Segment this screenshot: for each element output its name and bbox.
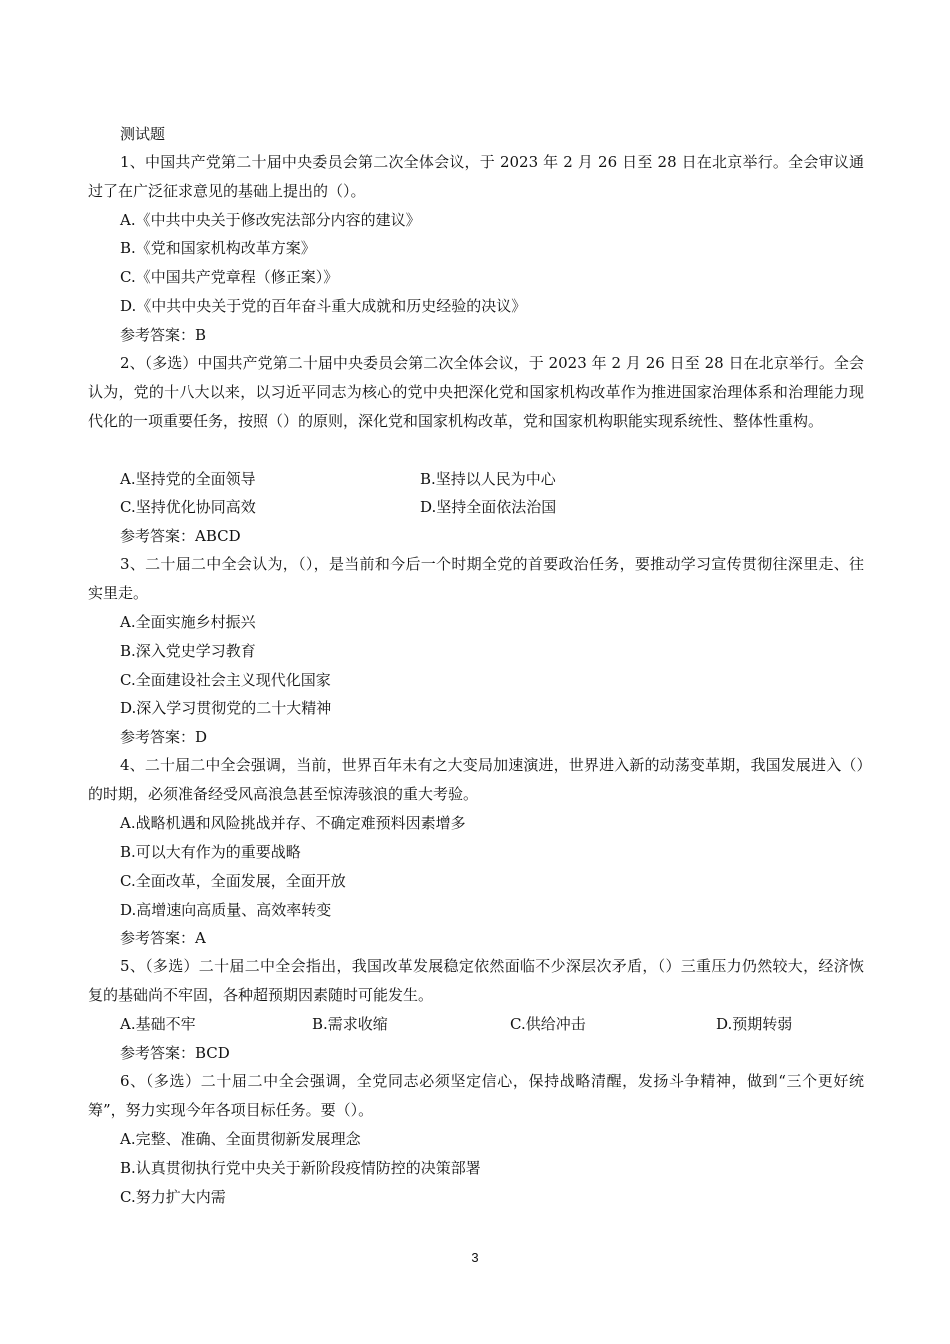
question-4-option-d: D.高增速向高质量、高效率转变	[120, 901, 332, 919]
question-2-stem: 2、（多选）中国共产党第二十届中央委员会第二次全体会议，于 2023 年 2 月 26 日至 28 日在北京举行。全会认为，党的十八大以来，以习近平同志为核心的党中央把深化党和国家机构改革作为推进国家治理体系和治理能力现代化的一项重要任务，按照（）的原则，深化党和国家机构改革，党和国家机构职能实现系统性、整体性重构。	[88, 354, 864, 430]
question-6-option-b: B.认真贯彻执行党中央关于新阶段疫情防控的决策部署	[120, 1159, 481, 1177]
question-5-stem: 5、（多选）二十届二中全会指出，我国改革发展稳定依然面临不少深层次矛盾，（）三重压力仍然较大，经济恢复的基础尚不牢固，各种超预期因素随时可能发生。	[88, 957, 864, 1004]
question-2-option-a: A.坚持党的全面领导	[120, 470, 256, 488]
page-number: 3	[471, 1250, 479, 1265]
question-4-stem: 4、二十届二中全会强调，当前，世界百年未有之大变局加速演进，世界进入新的动荡变革期，我国发展进入（）的时期，必须准备经受风高浪急甚至惊涛骇浪的重大考验。	[88, 756, 864, 803]
question-1-stem: 1、中国共产党第二十届中央委员会第二次全体会议，于 2023 年 2 月 26 日至 28 日在北京举行。全会审议通过了在广泛征求意见的基础上提出的（）。	[88, 153, 864, 200]
question-6-option-a: A.完整、准确、全面贯彻新发展理念	[120, 1130, 361, 1148]
question-3-answer: 参考答案：D	[120, 728, 208, 746]
question-5-answer: 参考答案：BCD	[120, 1044, 230, 1062]
question-1-option-b: B.《党和国家机构改革方案》	[120, 239, 316, 257]
question-5-option-c: C.供给冲击	[510, 1015, 586, 1033]
question-5-option-b: B.需求收缩	[312, 1015, 388, 1033]
document-title: 测试题	[120, 125, 166, 143]
question-6-option-c: C.努力扩大内需	[120, 1188, 226, 1206]
question-3-option-c: C.全面建设社会主义现代化国家	[120, 671, 331, 689]
question-3-option-d: D.深入学习贯彻党的二十大精神	[120, 699, 332, 717]
question-3-option-a: A.全面实施乡村振兴	[120, 613, 256, 631]
question-1-option-d: D.《中共中央关于党的百年奋斗重大成就和历史经验的决议》	[120, 297, 527, 315]
question-2-option-b: B.坚持以人民为中心	[420, 470, 556, 488]
question-4-option-a: A.战略机遇和风险挑战并存、不确定难预料因素增多	[120, 814, 466, 832]
question-2-answer: 参考答案：ABCD	[120, 527, 241, 545]
question-1-option-c: C.《中国共产党章程（修正案）》	[120, 268, 339, 286]
question-4-option-c: C.全面改革，全面发展，全面开放	[120, 872, 346, 890]
question-5-option-d: D.预期转弱	[716, 1015, 793, 1033]
question-2-option-c: C.坚持优化协同高效	[120, 498, 256, 516]
question-3-stem: 3、二十届二中全会认为，（），是当前和今后一个时期全党的首要政治任务，要推动学习宣传贯彻往深里走、往实里走。	[88, 555, 864, 602]
question-2-option-d: D.坚持全面依法治国	[420, 498, 557, 516]
question-1-option-a: A.《中共中央关于修改宪法部分内容的建议》	[120, 211, 421, 229]
question-4-answer: 参考答案：A	[120, 929, 206, 947]
question-5-option-a: A.基础不牢	[120, 1015, 196, 1033]
question-4-option-b: B.可以大有作为的重要战略	[120, 843, 301, 861]
question-6-stem: 6、（多选）二十届二中全会强调，全党同志必须坚定信心，保持战略清醒，发扬斗争精神，做到“三个更好统筹”，努力实现今年各项目标任务。要（）。	[88, 1072, 864, 1119]
question-1-answer: 参考答案：B	[120, 326, 207, 344]
question-3-option-b: B.深入党史学习教育	[120, 642, 256, 660]
